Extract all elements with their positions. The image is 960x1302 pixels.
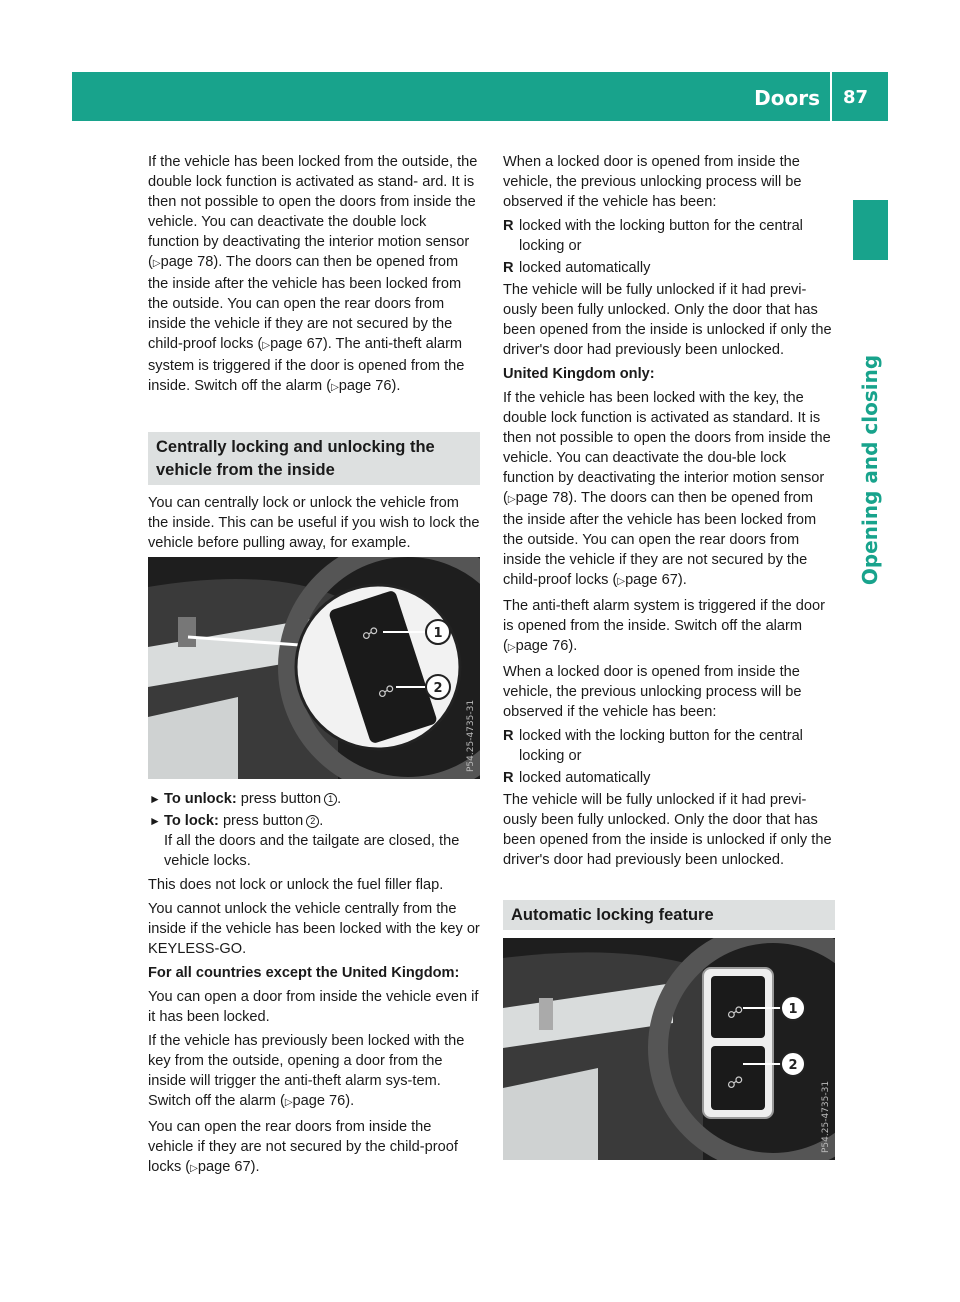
- svg-text:☍: ☍: [727, 1003, 744, 1022]
- page-ref-arrow-icon: ▷: [331, 382, 339, 393]
- unlock-paragraph-2: The vehicle will be fully unlocked if it had previ-ously been fully unlocked. Only the door that has been opened from the inside is unlocked if only the driver's door had previously been unlocked.: [503, 792, 832, 868]
- countries-heading: For all countries except the United Kingdom:: [148, 965, 460, 981]
- section-paragraph: You can centrally lock or unlock the vehicle from the inside. This can be useful if you wish to lock the vehicle before pulling away, for example.: [148, 495, 480, 551]
- uk-heading: United Kingdom only:: [503, 366, 655, 382]
- lock-step: ► To lock: press button 2 . If all the doors and the tailgate are closed, the vehicle locks.: [149, 813, 460, 869]
- page-ref-link[interactable]: page 67: [270, 336, 323, 352]
- header-bar: [72, 72, 888, 121]
- bullet-icon: R: [503, 728, 514, 744]
- page-ref-arrow-icon: ▷: [152, 258, 161, 269]
- right-column: [503, 152, 835, 1170]
- open-door-note: You can open a door from inside the vehicle even if it has been locked.: [148, 989, 479, 1025]
- rear-doors-note: You can open the rear doors from inside the vehicle if they are not secured by the child-proof locks (▷page 67).: [148, 1119, 458, 1175]
- page-ref-arrow-icon: ▷: [507, 494, 516, 505]
- left-column: [148, 152, 480, 1183]
- page-ref-link[interactable]: page 76: [338, 378, 392, 394]
- keyless-note: You cannot unlock the vehicle centrally from the inside if the vehicle has been locked with the key or KEYLESS-GO.: [148, 901, 480, 957]
- page-ref-link[interactable]: page 78: [160, 254, 214, 270]
- svg-text:☍: ☍: [378, 682, 395, 701]
- page-ref-arrow-icon: ▷: [507, 642, 516, 653]
- chapter-tab: [853, 200, 888, 260]
- page-ref-link[interactable]: page 76: [292, 1093, 346, 1109]
- svg-text:☍: ☍: [362, 624, 379, 643]
- svg-text:☍: ☍: [727, 1073, 744, 1092]
- uk-paragraph: If the vehicle has been locked with the key, the double lock function is activated as standard. It is then not possible to open the doors from inside the vehicle. You can deactivate the dou-ble lock function by deactivating the interior motion sensor (▷page 78). The doors can then be opened from the inside after the vehicle has been locked from the outside. You can open the rear doors from inside the vehicle if they are not secured by the child-proof locks (▷page 67).: [503, 390, 831, 588]
- section-heading: Centrally locking and unlocking the vehicle from the inside: [148, 432, 480, 485]
- bullet-icon: R: [503, 218, 514, 234]
- page-ref-link[interactable]: page 67: [625, 572, 678, 588]
- page-ref-link[interactable]: page 78: [515, 490, 569, 506]
- list-item: R locked with the locking button for the central locking or: [503, 218, 803, 254]
- figure-code: P54.25-4735-31: [466, 699, 476, 772]
- locked-door-paragraph: When a locked door is opened from inside the vehicle, the previous unlocking process will be observed if the vehicle has been:: [503, 154, 802, 210]
- page-number: 87: [842, 87, 868, 108]
- page-ref-link[interactable]: page 67: [197, 1159, 251, 1175]
- bullet-icon: R: [503, 260, 514, 276]
- step-arrow-icon: ►: [149, 792, 161, 806]
- callout-1: 1: [788, 1002, 798, 1017]
- door-lock-buttons-figure: [148, 557, 480, 779]
- unlock-step: ► To unlock: press button 1 .: [149, 791, 342, 807]
- intro-paragraph: If the vehicle has been locked from the outside, the double lock function is activated as stand- ard. It is then not possible to open the doors from inside the vehicle. You can deactivate the double lock function by deactivating the interior motion sensor (▷page 78). The doors can then be opened from the inside after the vehicle has been locked from the outside. You can open the rear doors from inside the vehicle if they are not secured by the child-proof locks (▷page 67). The anti-theft alarm system is triggered if the door is opened from the inside. Switch off the alarm (▷page 76).: [148, 154, 478, 394]
- bullet-icon: R: [503, 770, 514, 786]
- header-divider: [830, 72, 832, 121]
- step-arrow-icon: ►: [149, 814, 161, 828]
- unlock-paragraph: The vehicle will be fully unlocked if it had previ-ously been fully unlocked. Only the door that has been opened from the inside is unlocked if only the driver's door had previously been unlocked.: [503, 282, 832, 358]
- callout-2: 2: [788, 1058, 798, 1073]
- auto-locking-figure: [503, 938, 835, 1160]
- chapter-label: Opening and closing: [858, 354, 882, 586]
- fuel-flap-note: This does not lock or unlock the fuel filler flap.: [148, 877, 444, 893]
- list-item: R locked with the locking button for the central locking or: [503, 728, 803, 764]
- figure-code: P54.25-4735-31: [821, 1080, 831, 1153]
- page-ref-arrow-icon: ▷: [190, 1163, 198, 1174]
- page-ref-link[interactable]: page 76: [515, 638, 569, 654]
- page-section-title: Doors: [754, 86, 820, 110]
- page-ref-arrow-icon: ▷: [617, 576, 626, 587]
- alarm-paragraph: The anti-theft alarm system is triggered if the door is opened from the inside. Switch off the alarm (▷page 76).: [503, 598, 826, 654]
- callout-1: 1: [433, 626, 443, 641]
- alarm-note: If the vehicle has previously been locked with the key from the outside, opening a door from the inside will trigger the anti-theft alarm sys-tem. Switch off the alarm (▷page 76).: [148, 1033, 465, 1109]
- list-item: R locked automatically: [503, 260, 651, 276]
- page-ref-arrow-icon: ▷: [262, 340, 271, 351]
- locked-door-paragraph-2: When a locked door is opened from inside the vehicle, the previous unlocking process will be observed if the vehicle has been:: [503, 664, 802, 720]
- list-item: R locked automatically: [503, 770, 651, 786]
- section-heading: Automatic locking feature: [503, 900, 835, 930]
- callout-2: 2: [433, 681, 443, 696]
- page-ref-arrow-icon: ▷: [284, 1097, 293, 1108]
